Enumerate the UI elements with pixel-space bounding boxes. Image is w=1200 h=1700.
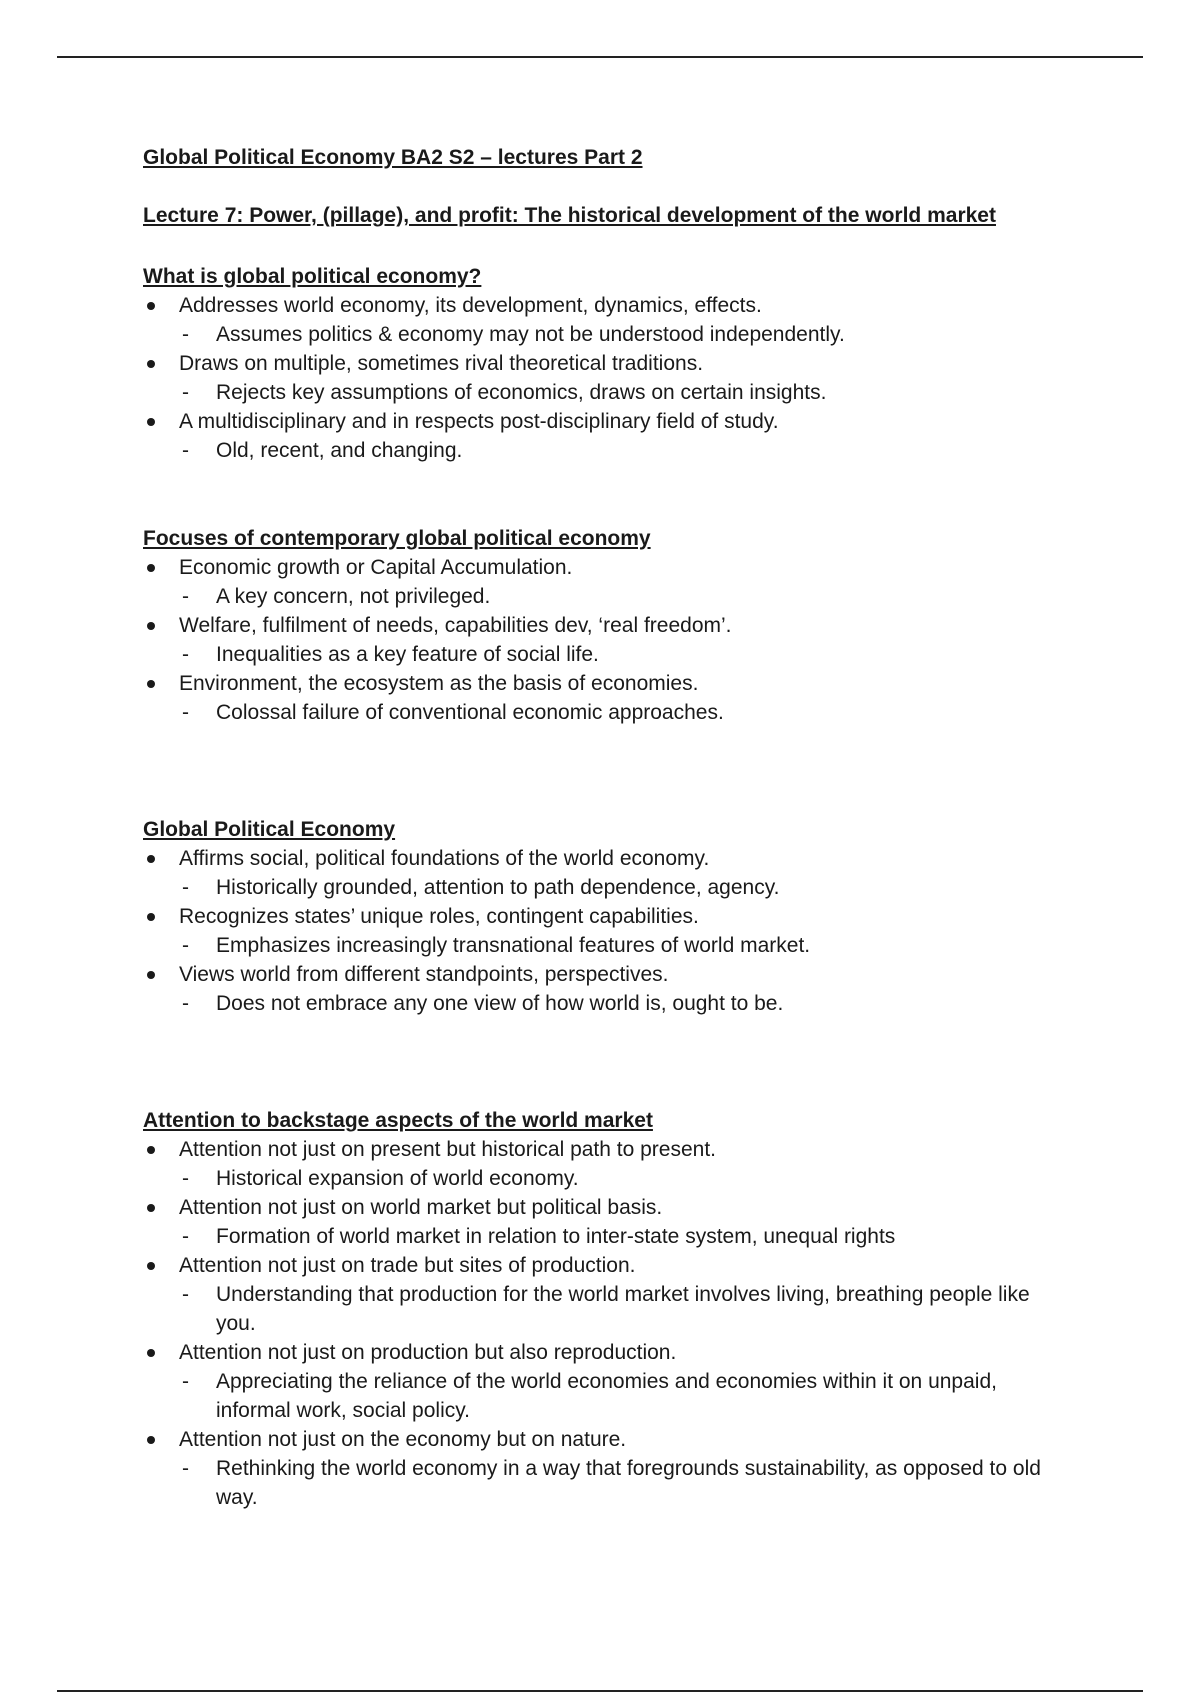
bullet-dot-icon (147, 1436, 155, 1444)
bullet-dot-icon (147, 971, 155, 979)
sub-bullet-item (143, 582, 1063, 611)
bullet-dot-icon (147, 360, 155, 368)
header-rule (57, 56, 1143, 58)
sub-bullet-text: Old, recent, and changing. (216, 439, 463, 462)
bullet-text: Attention not just on world market but political basis. (179, 1196, 663, 1219)
section-heading: What is global political economy? (143, 265, 482, 288)
sub-bullet-item (143, 1367, 1063, 1425)
bullet-dot-icon (147, 418, 155, 426)
dash-icon: - (182, 323, 189, 346)
dash-icon: - (182, 1283, 189, 1306)
dash-icon: - (182, 876, 189, 899)
sub-bullet-text: Historically grounded, attention to path dependence, agency. (216, 876, 780, 899)
sub-bullet-item (143, 1280, 1063, 1338)
sub-bullet-text: Rejects key assumptions of economics, draws on certain insights. (216, 381, 827, 404)
document-body (143, 143, 1063, 1512)
bullet-item (143, 1251, 1063, 1280)
bullet-item (143, 1425, 1063, 1454)
sub-bullet-item (143, 320, 1063, 349)
bullet-text: A multidisciplinary and in respects post-disciplinary field of study. (179, 410, 779, 433)
footer-rule (57, 1690, 1143, 1692)
bullet-item (143, 349, 1063, 378)
bullet-dot-icon (147, 855, 155, 863)
sub-bullet-item (143, 1454, 1063, 1512)
document-title: Global Political Economy BA2 S2 – lectures Part 2 (143, 146, 643, 169)
dash-icon: - (182, 1225, 189, 1248)
bullet-item (143, 1193, 1063, 1222)
bullet-dot-icon (147, 913, 155, 921)
sub-bullet-text: A key concern, not privileged. (216, 585, 491, 608)
section-heading: Global Political Economy (143, 818, 396, 841)
bullet-text: Views world from different standpoints, perspectives. (179, 963, 669, 986)
sub-bullet-item (143, 436, 1063, 465)
dash-icon: - (182, 934, 189, 957)
dash-icon: - (182, 701, 189, 724)
section (143, 815, 1063, 1018)
bullet-dot-icon (147, 1204, 155, 1212)
bullet-item (143, 1338, 1063, 1367)
bullet-item (143, 960, 1063, 989)
section (143, 524, 1063, 727)
bullet-text: Affirms social, political foundations of the world economy. (179, 847, 710, 870)
bullet-item (143, 407, 1063, 436)
sections-container (143, 262, 1063, 1512)
section-heading: Focuses of contemporary global political economy (143, 527, 651, 550)
section (143, 1106, 1063, 1512)
bullet-text: Environment, the ecosystem as the basis of economies. (179, 672, 699, 695)
bullet-text: Attention not just on trade but sites of production. (179, 1254, 636, 1277)
dash-icon: - (182, 1370, 189, 1393)
dash-icon: - (182, 439, 189, 462)
bullet-dot-icon (147, 1349, 155, 1357)
sub-bullet-text: Does not embrace any one view of how world is, ought to be. (216, 992, 784, 1015)
bullet-text: Attention not just on production but also reproduction. (179, 1341, 677, 1364)
dash-icon: - (182, 992, 189, 1015)
dash-icon: - (182, 1167, 189, 1190)
bullet-text: Attention not just on the economy but on nature. (179, 1428, 627, 1451)
section-heading: Attention to backstage aspects of the world market (143, 1109, 653, 1132)
lecture-title: Lecture 7: Power, (pillage), and profit: The historical development of the world market (143, 204, 996, 227)
sub-bullet-text: Appreciating the reliance of the world economies and economies within it on unpaid, informal work, social policy. (216, 1370, 997, 1422)
sub-bullet-item (143, 1222, 1063, 1251)
sub-bullet-text: Historical expansion of world economy. (216, 1167, 579, 1190)
sub-bullet-item (143, 378, 1063, 407)
bullet-item (143, 669, 1063, 698)
sub-bullet-item (143, 1164, 1063, 1193)
bullet-item (143, 902, 1063, 931)
bullet-dot-icon (147, 680, 155, 688)
bullet-text: Addresses world economy, its development, dynamics, effects. (179, 294, 762, 317)
bullet-dot-icon (147, 1262, 155, 1270)
bullet-text: Recognizes states’ unique roles, contingent capabilities. (179, 905, 699, 928)
dash-icon: - (182, 1457, 189, 1480)
bullet-item (143, 1135, 1063, 1164)
sub-bullet-item (143, 989, 1063, 1018)
sub-bullet-text: Rethinking the world economy in a way that foregrounds sustainability, as opposed to old way. (216, 1457, 1041, 1509)
sub-bullet-text: Emphasizes increasingly transnational features of world market. (216, 934, 811, 957)
sub-bullet-text: Colossal failure of conventional economic approaches. (216, 701, 724, 724)
dash-icon: - (182, 381, 189, 404)
sub-bullet-text: Understanding that production for the world market involves living, breathing people like you. (216, 1283, 1030, 1335)
bullet-list (143, 844, 1063, 1018)
bullet-dot-icon (147, 622, 155, 630)
bullet-list (143, 1135, 1063, 1512)
sub-bullet-text: Formation of world market in relation to inter-state system, unequal rights (216, 1225, 896, 1248)
sub-bullet-text: Assumes politics & economy may not be understood independently. (216, 323, 845, 346)
bullet-item (143, 844, 1063, 873)
bullet-dot-icon (147, 564, 155, 572)
bullet-list (143, 553, 1063, 727)
bullet-text: Attention not just on present but historical path to present. (179, 1138, 716, 1161)
bullet-text: Welfare, fulfilment of needs, capabilities dev, ‘real freedom’. (179, 614, 732, 637)
sub-bullet-item (143, 873, 1063, 902)
dash-icon: - (182, 585, 189, 608)
bullet-dot-icon (147, 302, 155, 310)
bullet-item (143, 291, 1063, 320)
bullet-text: Draws on multiple, sometimes rival theoretical traditions. (179, 352, 704, 375)
bullet-text: Economic growth or Capital Accumulation. (179, 556, 573, 579)
bullet-item (143, 611, 1063, 640)
bullet-list (143, 291, 1063, 465)
sub-bullet-text: Inequalities as a key feature of social life. (216, 643, 599, 666)
section (143, 262, 1063, 465)
bullet-dot-icon (147, 1146, 155, 1154)
sub-bullet-item (143, 931, 1063, 960)
sub-bullet-item (143, 640, 1063, 669)
bullet-item (143, 553, 1063, 582)
sub-bullet-item (143, 698, 1063, 727)
dash-icon: - (182, 643, 189, 666)
